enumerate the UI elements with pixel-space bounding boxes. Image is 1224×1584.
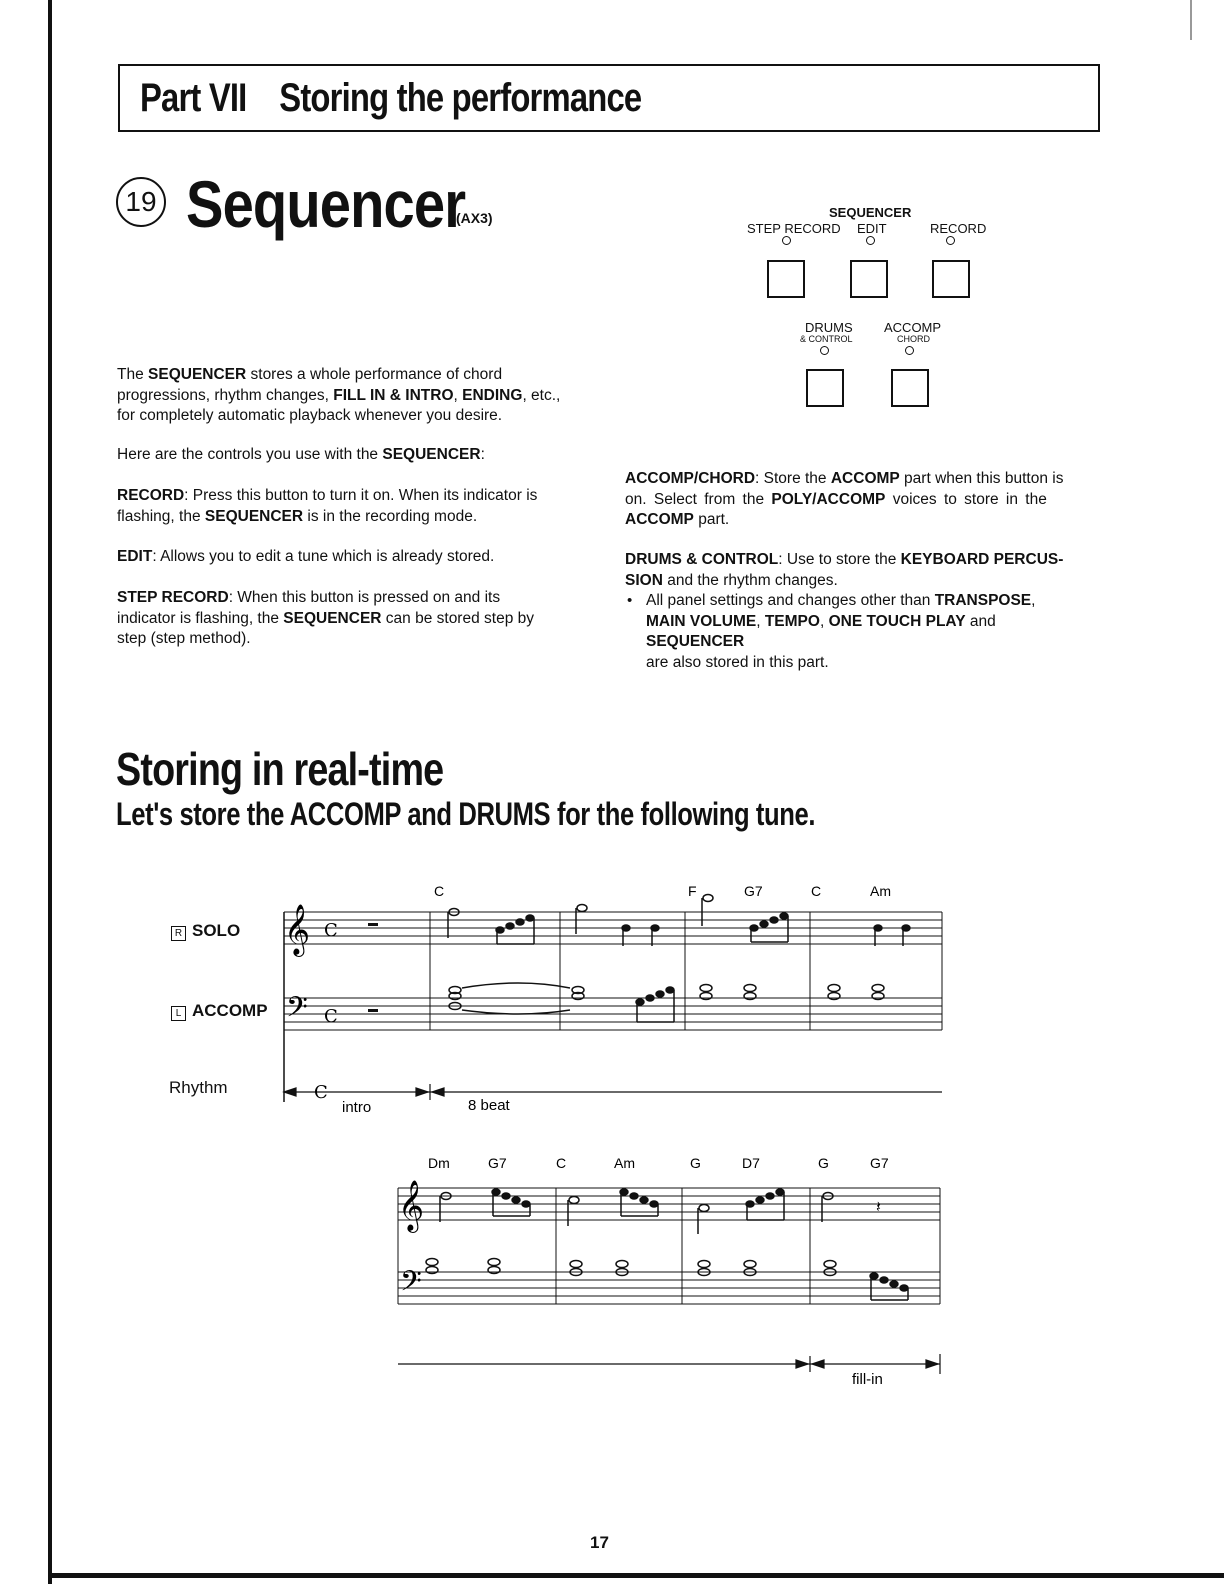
section-title: Sequencer — [186, 167, 466, 241]
chord-symbol: Dm — [428, 1155, 450, 1171]
accomp-led — [905, 346, 914, 355]
eighth-notes-bass-1 — [636, 987, 674, 1022]
chord-symbol: C — [434, 883, 445, 899]
fill-in-label: fill-in — [852, 1371, 883, 1388]
chords-bass-2 — [426, 1259, 836, 1276]
treble-clef-icon: 𝄞 — [284, 904, 311, 955]
step-record-button[interactable] — [767, 260, 805, 298]
intro-paragraph: The SEQUENCER stores a whole performance of chord progressions, rhythm changes, FILL IN & INTRO, ENDING, etc., for completely automatic playback whenever you desire. — [117, 366, 561, 424]
panel-label-record: RECORD — [930, 221, 987, 236]
rhythm-time-signature: C — [314, 1082, 328, 1103]
step-record-led — [782, 236, 791, 245]
time-signature-bass: C — [324, 1006, 338, 1027]
rhythm-label: Rhythm — [169, 1078, 228, 1097]
rest-bass — [368, 1009, 378, 1012]
bass-clef-icon: 𝄢 — [286, 991, 308, 1031]
eighth-notes-treble-1 — [496, 913, 910, 946]
rest-treble — [368, 923, 378, 926]
solo-staff-label: R SOLO — [171, 921, 240, 941]
barlines-1 — [430, 912, 942, 1030]
chord-symbol: Am — [870, 883, 891, 899]
step-record-description: STEP RECORD: When this button is pressed on and its indicator is flashing, the SEQUENCER can be stored step by step (step method). — [117, 589, 534, 647]
panel-label-accomp-sub: CHORD — [897, 334, 930, 344]
record-button[interactable] — [932, 260, 970, 298]
bass-staff-2 — [398, 1272, 940, 1304]
panel-title: SEQUENCER — [829, 205, 912, 220]
edit-description: EDIT: Allows you to edit a tune which is already stored. — [117, 548, 495, 565]
accomp-l-box: L — [171, 1006, 186, 1021]
treble-clef-icon: 𝄞 — [398, 1180, 425, 1231]
chord-symbol: C — [556, 1155, 567, 1171]
chord-symbol: Am — [614, 1155, 635, 1171]
chord-symbol: G7 — [870, 1155, 889, 1171]
bottom-margin-rule — [48, 1573, 1224, 1578]
panel-label-accomp: ACCOMP — [884, 320, 942, 335]
drums-control-description: DRUMS & CONTROL: Use to store the KEYBOARD PERCUS- SION and the rhythm changes. — [625, 551, 1064, 589]
barlines-2 — [398, 1188, 940, 1304]
accomp-chord-button[interactable] — [891, 369, 929, 407]
panel-label-edit: EDIT — [857, 221, 887, 236]
part-label: Part VII — [140, 76, 247, 120]
beat-label: 8 beat — [468, 1097, 510, 1114]
chord-symbol: G7 — [488, 1155, 507, 1171]
record-led — [946, 236, 955, 245]
realtime-heading: Storing in real-time — [116, 743, 444, 795]
page-number: 17 — [590, 1533, 609, 1552]
treble-staff-2 — [398, 1188, 940, 1220]
treble-staff-1 — [284, 912, 942, 944]
chord-symbol: C — [811, 883, 822, 899]
chord-symbol: G7 — [744, 883, 763, 899]
rhythm-timeline-1 — [284, 1084, 942, 1100]
edit-button[interactable] — [850, 260, 888, 298]
section-number-badge: 19 — [116, 177, 166, 227]
model-tag: (AX3) — [456, 210, 493, 226]
panel-label-drums-sub: & CONTROL — [800, 334, 853, 344]
accomp-chord-description: ACCOMP/CHORD: Store the ACCOMP part when this button is on. Select from the POLY/ACCOMP voices to store in the ACCOMP part. — [625, 470, 1064, 528]
part-header-title — [140, 76, 641, 121]
score-system-1 — [270, 870, 960, 1120]
controls-intro-line: Here are the controls you use with the SEQUENCER: — [117, 446, 485, 463]
time-signature-treble: C — [324, 920, 338, 941]
realtime-subheading: Let's store the ACCOMP and DRUMS for the following tune. — [116, 796, 816, 832]
accomp-staff-label: L ACCOMP — [171, 1001, 268, 1021]
edit-led — [866, 236, 875, 245]
bass-staff-1 — [284, 998, 942, 1030]
bullet-dot: • — [627, 592, 633, 609]
panel-label-drums: DRUMS — [805, 320, 853, 335]
panel-settings-bullet: All panel settings and changes other than TRANSPOSE, MAIN VOLUME, TEMPO, ONE TOUCH PLAY and SEQUENCER are also stored in this part. — [646, 592, 1036, 671]
drums-led — [820, 346, 829, 355]
solo-r-box: R — [171, 926, 186, 941]
drums-control-button[interactable] — [806, 369, 844, 407]
right-edge-mark — [1190, 0, 1192, 40]
chord-symbol: D7 — [742, 1155, 760, 1171]
part-title-text: Storing the performance — [279, 76, 642, 120]
chord-symbol: F — [688, 883, 697, 899]
quarter-rest-icon: 𝄽 — [876, 1197, 881, 1216]
chord-symbol: G — [690, 1155, 701, 1171]
panel-label-step-record: STEP RECORD — [747, 221, 841, 236]
chord-symbol: G — [818, 1155, 829, 1171]
notes-treble-1 — [448, 895, 713, 939]
record-description: RECORD: Press this button to turn it on. When its indicator is flashing, the SEQUENCER is in the recording mode. — [117, 487, 538, 525]
left-margin-rule — [48, 0, 52, 1584]
score-system-2 — [390, 1150, 950, 1390]
bass-clef-icon: 𝄢 — [400, 1265, 422, 1305]
intro-label: intro — [342, 1099, 372, 1116]
